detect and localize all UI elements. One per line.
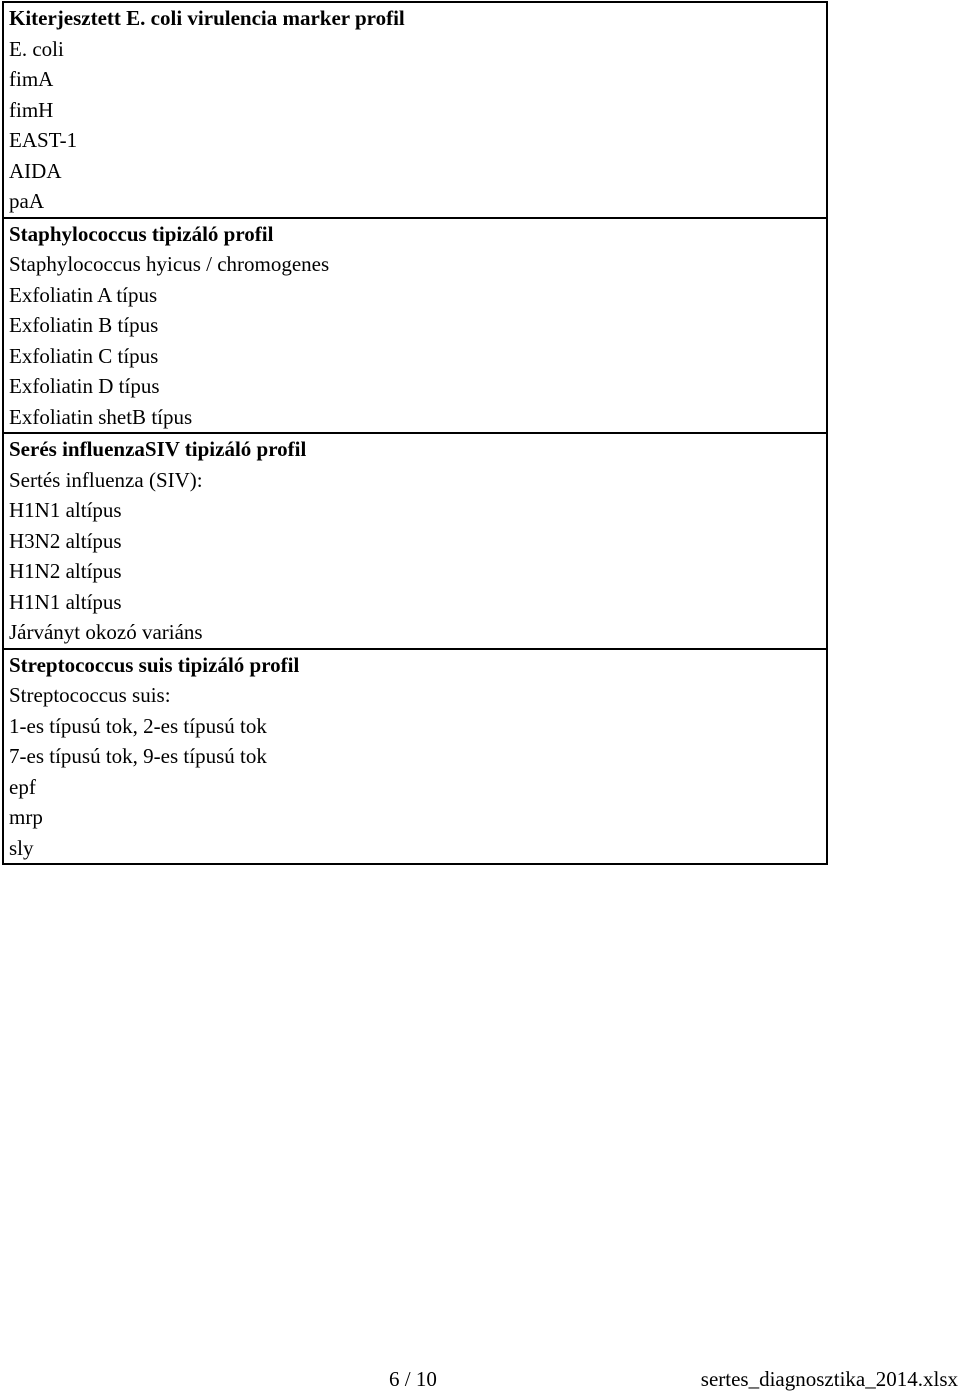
profile-table: [2, 1, 828, 865]
section-title: Streptococcus suis tipizáló profil: [9, 652, 300, 677]
section-title: Serés influenzaSIV tipizáló profil: [9, 437, 307, 461]
table-row: fimA: [9, 67, 54, 91]
table-row: sly: [9, 835, 34, 860]
table-row: fimH: [9, 97, 54, 122]
section-title: Staphylococcus tipizáló profil: [9, 221, 274, 246]
table-row: mrp: [9, 805, 43, 829]
table-row: Exfoliatin B típus: [9, 313, 159, 337]
page-number: 6 / 10: [389, 1367, 437, 1391]
table-row: Streptococcus suis:: [9, 683, 171, 707]
table-row: H3N2 altípus: [9, 528, 122, 553]
section-streptococcus: [4, 650, 826, 864]
table-row: H1N1 altípus: [9, 589, 122, 614]
section-ecoli: [4, 3, 826, 219]
table-row: H1N1 altípus: [9, 498, 122, 522]
table-row: 7-es típusú tok, 9-es típusú tok: [9, 744, 267, 768]
table-row: EAST-1: [9, 128, 78, 152]
table-row: Exfoliatin A típus: [9, 282, 158, 307]
table-row: epf: [9, 774, 36, 799]
section-staphylococcus: [4, 219, 826, 435]
table-row: Járványt okozó variáns: [9, 620, 203, 644]
section-siv: [4, 434, 826, 650]
page-footer: [0, 1364, 960, 1394]
file-name: sertes_diagnosztika_2014.xlsx: [700, 1367, 958, 1391]
table-row: E. coli: [9, 36, 64, 61]
table-row: Exfoliatin shetB típus: [9, 404, 193, 429]
table-row: Sertés influenza (SIV):: [9, 467, 203, 492]
table-row: paA: [9, 189, 44, 213]
section-title: Kiterjesztett E. coli virulencia marker profil: [9, 6, 405, 30]
table-row: AIDA: [9, 158, 62, 183]
table-row: Staphylococcus hyicus / chromogenes: [9, 252, 330, 276]
table-row: H1N2 altípus: [9, 559, 122, 583]
table-row: Exfoliatin C típus: [9, 343, 159, 368]
table-row: Exfoliatin D típus: [9, 374, 160, 398]
table-row: 1-es típusú tok, 2-es típusú tok: [9, 713, 267, 738]
